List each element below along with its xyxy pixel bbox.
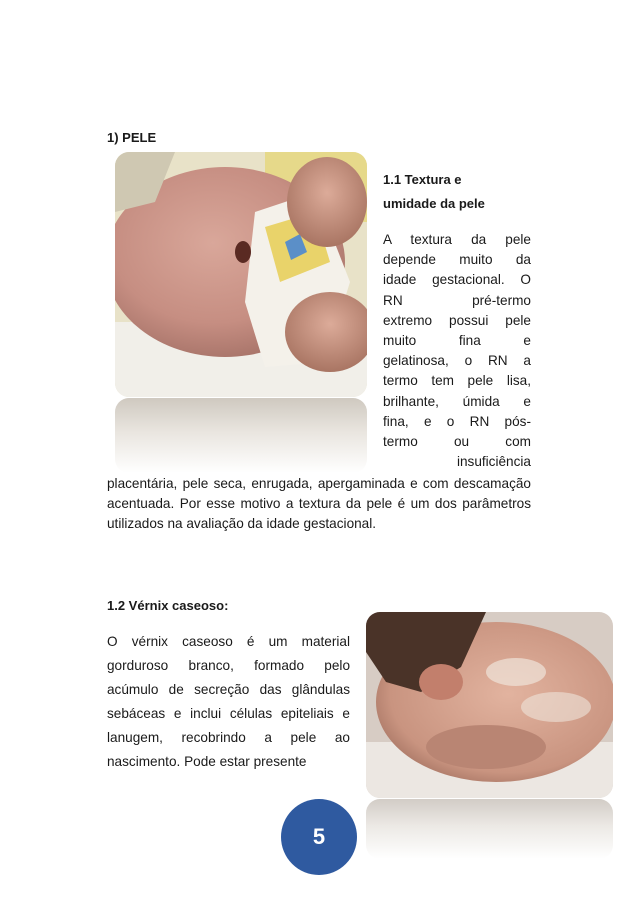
- sub11-title-line2: umidade da pele: [383, 196, 485, 211]
- newborn-abdomen-reflection: [115, 398, 367, 473]
- sub12-text: O vérnix caseoso é um material gorduroso branco, formado pelo acúmulo de secreção das glândulas sebáceas e inclui células epiteliais e lanugem, recobrindo a pele ao nascimento. Pode estar presente: [107, 634, 350, 769]
- col-line: termo ou com: [383, 434, 531, 450]
- newborn-vernix-reflection: [366, 799, 613, 859]
- col-line: muito fina e: [383, 333, 531, 349]
- col-line: termo tem pele lisa,: [383, 373, 531, 389]
- col-line: extremo possui pele: [383, 312, 531, 328]
- section-title: 1) PELE: [107, 130, 157, 145]
- newborn-vernix-photo: [366, 612, 613, 798]
- col-line: idade gestacional. O: [383, 272, 531, 288]
- page-number: 5: [312, 824, 326, 849]
- sub12-title: 1.2 Vérnix caseoso:: [107, 598, 229, 613]
- sub11-title-line1: 1.1 Textura e: [383, 172, 462, 187]
- sub11-column-text: [383, 230, 531, 472]
- col-line: RN pré-termo: [383, 292, 531, 308]
- newborn-abdomen-photo: [115, 152, 367, 397]
- col-line: A textura da pele: [383, 232, 531, 247]
- sub11-full-text: placentária, pele seca, enrugada, apergaminada e com descamação acentuada. Por esse motivo a textura da pele é um dos parâmetros utilizados na avaliação da idade gestacional.: [107, 476, 531, 532]
- col-line: gelatinosa, o RN a: [383, 353, 531, 369]
- col-line: insuficiência: [456, 454, 531, 470]
- col-line: brilhante, úmida e: [383, 393, 531, 409]
- col-line: fina, e o RN pós-: [383, 413, 531, 429]
- page-number-badge: [281, 799, 357, 875]
- col-line: depende muito da: [383, 252, 531, 268]
